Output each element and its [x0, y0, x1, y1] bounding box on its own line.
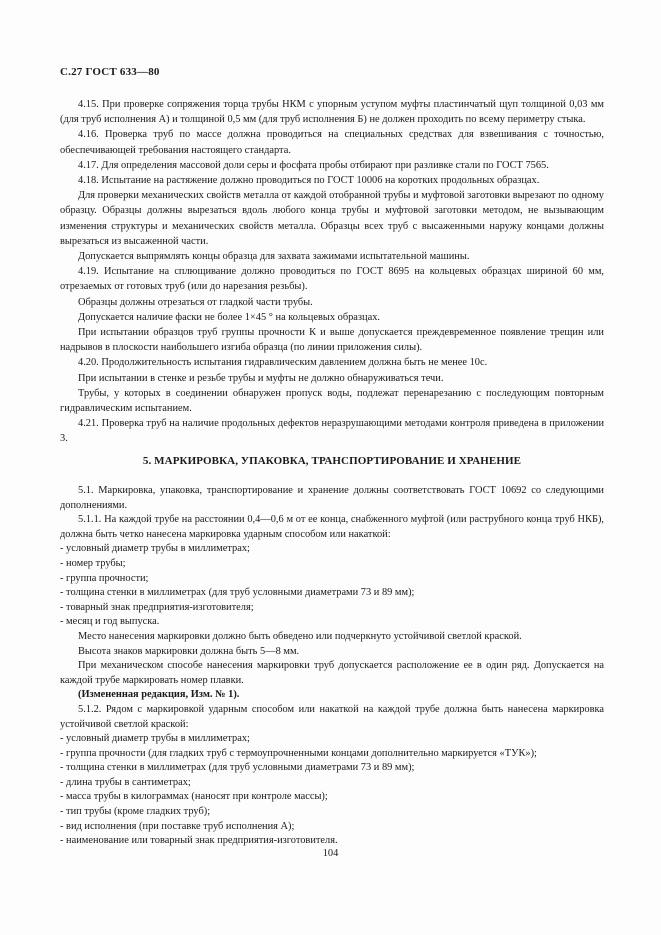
paragraph: 4.18. Испытание на растяжение должно проводиться по ГОСТ 10006 на коротких продольных образцах. — [78, 175, 540, 187]
paragraph: 5.1. Маркировка, упаковка, транспортирование и хранение должны соответствовать ГОСТ 10692 со следующими дополнениями. — [60, 485, 604, 511]
list-item: - тип трубы (кроме гладких труб); — [60, 806, 211, 818]
list-item: - наименование или товарный знак предприятия-изготовителя. — [60, 835, 338, 847]
paragraph: При испытании в стенке и резьбе трубы и муфты не должно обнаруживаться течи. — [78, 372, 444, 384]
paragraph: 4.17. Для определения массовой доли серы и фосфата пробы отбирают при разливке стали по ГОСТ 7565. — [78, 159, 549, 171]
list-item: - условный диаметр трубы в миллиметрах; — [60, 733, 250, 745]
paragraph: При механическом способе нанесения маркировки труб допускается расположение ее в один ряд. Допускается на каждой трубе маркировать номер плавки. — [60, 660, 604, 686]
page-header: С.27 ГОСТ 633—80 — [60, 66, 160, 78]
list-item: - масса трубы в килограммах (наносят при контроле массы); — [60, 791, 328, 803]
list-item: - толщина стенки в миллиметрах (для труб условными диаметрами 73 и 89 мм); — [60, 587, 415, 599]
amendment-note: (Измененная редакция, Изм. № 1). — [78, 689, 240, 701]
section-4-text — [60, 97, 604, 447]
paragraph: Место нанесения маркировки должно быть обведено или подчеркнуто устойчивой светлой краской. — [78, 630, 522, 642]
paragraph: Для проверки механических свойств металла от каждой отобранной трубы и муфтовой заготовки вырезают по одному образцу. Образцы должны вырезаться вдоль любого конца трубы и муфтовой заготовки методом, не вызывающим изменения структуры и механических свойств металла. Образцы всех труб с высаженными наружу концами должны вырезаться из высаженной части. — [60, 190, 604, 247]
paragraph: 4.21. Проверка труб на наличие продольных дефектов неразрушающими методами контроля приведена в приложении 3. — [60, 418, 604, 445]
list-item: - вид исполнения (при поставке труб исполнения А); — [60, 820, 295, 832]
list-item: - группа прочности (для гладких труб с термоупрочненными концами дополнительно маркируется «ТУК»); — [60, 747, 537, 759]
paragraph: Трубы, у которых в соединении обнаружен пропуск воды, подлежат перенарезанию с последующим повторным гидравлическим испытанием. — [60, 387, 604, 415]
section-5-text — [60, 484, 604, 849]
paragraph: 4.19. Испытание на сплющивание должно проводиться по ГОСТ 8695 на кольцевых образцах шириной 60 мм, отрезаемых от готовых труб (или до нарезания резьбы). — [60, 266, 604, 293]
list-item: - товарный знак предприятия-изготовителя; — [60, 601, 254, 613]
paragraph: 4.16. Проверка труб по массе должна проводиться на специальных средствах для взвешивания с точностью, обеспечивающей требования настоящего стандарта. — [60, 129, 604, 156]
list-item: - условный диаметр трубы в миллиметрах; — [60, 543, 250, 555]
paragraph: Образцы должны отрезаться от гладкой части трубы. — [78, 296, 313, 308]
paragraph: Допускается выпрямлять концы образца для захвата зажимами испытательной машины. — [78, 251, 470, 263]
list-item: - месяц и год выпуска. — [60, 616, 160, 628]
paragraph: Высота знаков маркировки должна быть 5—8 мм. — [78, 645, 300, 657]
section-heading: 5. МАРКИРОВКА, УПАКОВКА, ТРАНСПОРТИРОВАНИЕ И ХРАНЕНИЕ — [142, 455, 522, 467]
list-item: - толщина стенки в миллиметрах (для труб условными диаметрами 73 и 89 мм); — [60, 762, 415, 774]
paragraph: Допускается наличие фаски не более 1×45 ° на кольцевых образцах. — [78, 311, 380, 323]
list-item: - группа прочности; — [60, 572, 149, 584]
list-item: - номер трубы; — [60, 557, 126, 569]
paragraph: 4.20. Продолжительность испытания гидравлическим давлением должна быть не менее 10с. — [78, 357, 488, 369]
paragraph: При испытании образцов труб группы прочности К и выше допускается преждевременное появление трещин или надрывов в плоскости наибольшего изгиба образца (по линии приложения силы). — [60, 327, 604, 354]
list-item: - длина трубы в сантиметрах; — [60, 776, 191, 788]
paragraph: 5.1.2. Рядом с маркировкой ударным способом или накаткой на каждой трубе должна быть нанесена маркировка устойчивой светлой краской: — [60, 703, 604, 730]
page-number: 104 — [322, 848, 339, 859]
paragraph: 5.1.1. На каждой трубе на расстоянии 0,4—0,6 м от ее конца, снабженного муфтой (или раструбного конца труб НКБ), должна быть четко нанесена маркировка ударным способом или накаткой: — [60, 514, 604, 540]
paragraph: 4.15. При проверке сопряжения торца трубы НКМ с упорным уступом муфты пластинчатый щуп толщиной 0,03 мм (для труб исполнения А) и толщиной 0,5 мм (для труб исполнения Б) не должен проходить по всему периметру стыка. — [60, 99, 604, 126]
